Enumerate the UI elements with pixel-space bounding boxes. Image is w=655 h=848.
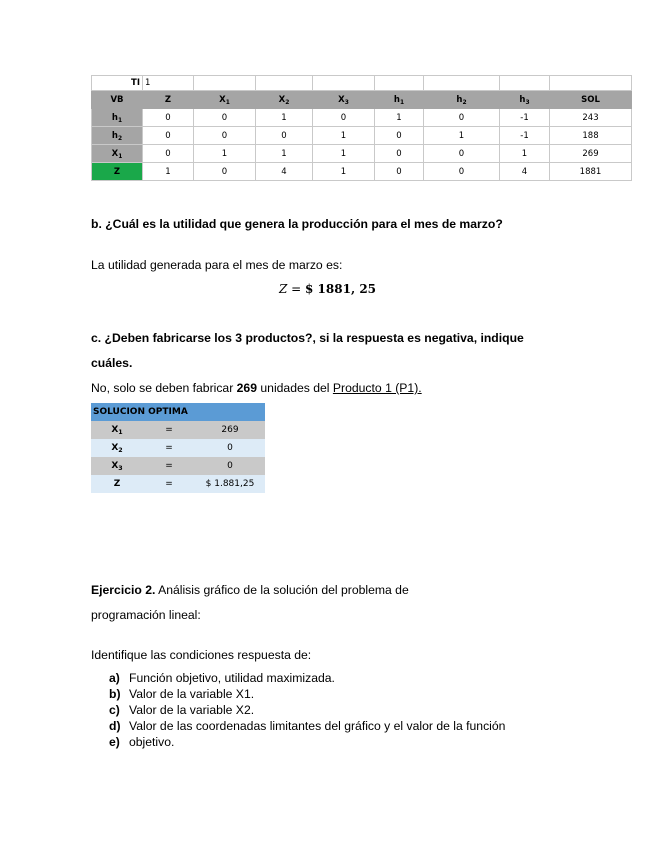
list-text: Valor de las coordenadas limitantes del gráfico y el valor de la función [129, 719, 506, 733]
equation-sign: = [291, 282, 302, 296]
simplex-table [91, 75, 632, 181]
table-cell: 0 [424, 145, 500, 163]
list-text: Valor de la variable X2. [129, 703, 255, 717]
optimal-sign: = [143, 475, 195, 493]
table-cell: -1 [500, 109, 550, 127]
table-row [92, 163, 632, 181]
exercise2-title-bold: Ejercicio 2. [91, 583, 156, 597]
table-cell: 0 [375, 163, 424, 181]
table-cell: 4 [500, 163, 550, 181]
table-cell: 0 [256, 127, 313, 145]
basic-variable-cell: $h_2$ [92, 127, 143, 145]
answer-c-prefix: No, solo se deben fabricar [91, 381, 237, 395]
optimal-row [91, 457, 265, 475]
header-cell [424, 91, 500, 109]
table-cell: 1 [500, 145, 550, 163]
answer-c [91, 381, 422, 395]
optimal-row [91, 439, 265, 457]
optimal-row [91, 475, 265, 493]
table-cell: 1 [424, 127, 500, 145]
list-item [109, 702, 505, 718]
header-cell [256, 91, 313, 109]
question-b: b. ¿Cuál es la utilidad que genera la producción para el mes de marzo? [91, 217, 503, 231]
header-cell: Z [143, 91, 194, 109]
exercise2-intro: Identifique las condiciones respuesta de: [91, 648, 312, 662]
header-cell: SOL [550, 91, 632, 109]
basic-variable-cell: $X_1$ [92, 145, 143, 163]
table-row [92, 145, 632, 163]
ti-label: TI [92, 76, 143, 91]
answer-c-mid: unidades del [257, 381, 333, 395]
header-text: $X_3$ [338, 94, 349, 106]
table-cell: 1 [313, 127, 375, 145]
equation-rhs: $ 1881, 25 [305, 282, 377, 296]
table-cell: 0 [143, 145, 194, 163]
table-cell: -1 [500, 127, 550, 145]
optimal-value: 0 [195, 457, 265, 475]
table-cell: 1 [256, 145, 313, 163]
ti-row [92, 76, 632, 91]
optimal-variable: $X_1$ [91, 421, 143, 439]
question-c-line1: c. ¿Deben fabricarse los 3 productos?, si la respuesta es negativa, indique [91, 331, 524, 345]
equation-lhs: Z [278, 282, 288, 296]
table-cell: 0 [375, 145, 424, 163]
header-text: $h_3$ [519, 94, 530, 106]
table-cell: 0 [143, 127, 194, 145]
header-cell [375, 91, 424, 109]
table-cell: 0 [194, 127, 256, 145]
optimal-sign: = [143, 439, 195, 457]
optimal-value: 269 [195, 421, 265, 439]
optimal-value: 0 [195, 439, 265, 457]
list-text: Función objetivo, utilidad maximizada. [129, 671, 335, 685]
optimal-value: $ 1.881,25 [195, 475, 265, 493]
table-cell: 0 [424, 109, 500, 127]
equation [0, 282, 655, 296]
table-cell: 1 [313, 163, 375, 181]
basic-variable-cell: $h_1$ [92, 109, 143, 127]
header-text: $X_1$ [219, 94, 230, 106]
question-c-line2: cuáles. [91, 356, 133, 370]
table-cell: 1 [256, 109, 313, 127]
header-text: $X_2$ [278, 94, 290, 106]
exercise2-title-line2: programación lineal: [91, 608, 201, 622]
optimal-sign: = [143, 457, 195, 475]
table-cell: 4 [256, 163, 313, 181]
table-row [92, 109, 632, 127]
list-item [109, 670, 505, 686]
optimal-variable: $X_3$ [91, 457, 143, 475]
optimal-sign: = [143, 421, 195, 439]
ti-value: 1 [143, 76, 194, 91]
table-cell: 1881 [550, 163, 632, 181]
product-link[interactable]: Producto 1 (P1). [332, 381, 422, 395]
table-cell: 1 [375, 109, 424, 127]
list-marker: a) [109, 671, 120, 685]
table-cell: 0 [194, 109, 256, 127]
optimal-variable: Z [91, 475, 143, 493]
table-header-row [92, 91, 632, 109]
table-cell: 188 [550, 127, 632, 145]
table-cell: 269 [550, 145, 632, 163]
header-cell [194, 91, 256, 109]
table-cell: 0 [424, 163, 500, 181]
table-cell: 0 [313, 109, 375, 127]
list-item [109, 734, 505, 750]
optimal-table-title-row [91, 403, 265, 421]
list-marker: d) [109, 719, 121, 733]
list-text: objetivo. [129, 735, 175, 749]
table-cell: 1 [313, 145, 375, 163]
basic-variable-cell: Z [92, 163, 143, 181]
optimal-row [91, 421, 265, 439]
table-cell: 0 [143, 109, 194, 127]
table-cell: 1 [194, 145, 256, 163]
header-text: $h_2$ [456, 94, 467, 106]
answer-b: La utilidad generada para el mes de marzo es: [91, 258, 343, 272]
table-cell: 243 [550, 109, 632, 127]
optimal-variable: $X_2$ [91, 439, 143, 457]
header-cell [500, 91, 550, 109]
header-cell [313, 91, 375, 109]
exercise2-list [109, 670, 505, 750]
list-marker: e) [109, 735, 120, 749]
table-cell: 1 [143, 163, 194, 181]
optimal-table-title: SOLUCION OPTIMA [91, 403, 265, 421]
header-text: $h_1$ [393, 94, 405, 106]
table-cell: 0 [375, 127, 424, 145]
list-marker: b) [109, 687, 121, 701]
list-marker: c) [109, 703, 120, 717]
list-item [109, 686, 505, 702]
answer-c-bold: 269 [236, 381, 257, 395]
table-row [92, 127, 632, 145]
optimal-solution-table [91, 403, 265, 493]
list-text: Valor de la variable X1. [129, 687, 255, 701]
header-cell: VB [92, 91, 143, 109]
exercise2-title-rest: Análisis gráfico de la solución del problema de [155, 583, 409, 597]
table-cell: 0 [194, 163, 256, 181]
exercise2-title [91, 583, 409, 597]
list-item [109, 718, 505, 734]
